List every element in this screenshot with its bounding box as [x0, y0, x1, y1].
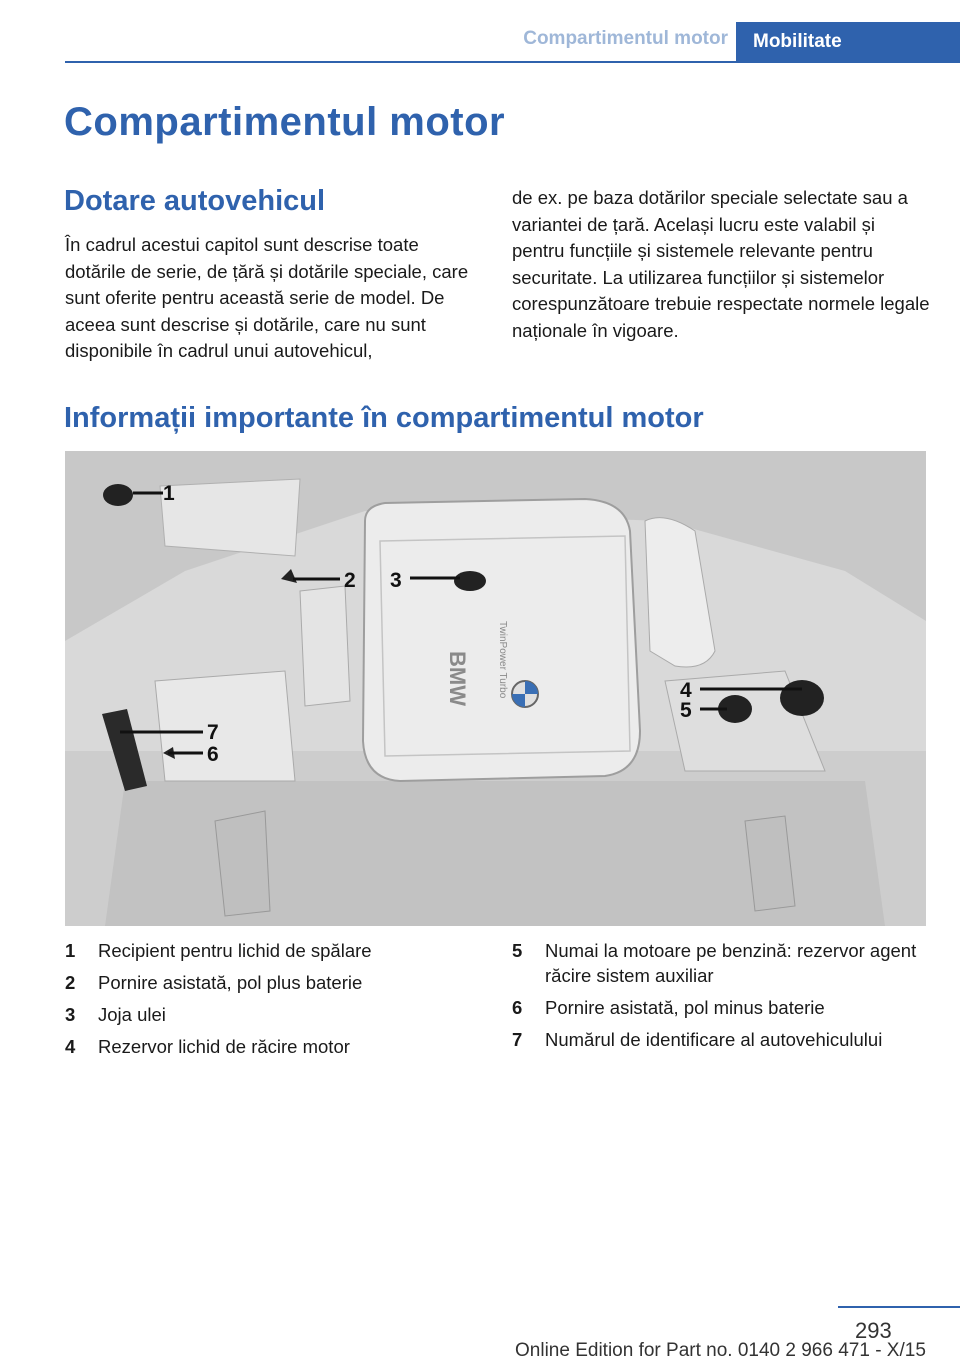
legend-num: 1	[65, 940, 76, 961]
legend-num: 3	[65, 1004, 76, 1025]
header-section-title: Compartimentul motor	[523, 28, 728, 49]
header-chapter-tab: Mobilitate	[736, 22, 960, 63]
intro-paragraph-col1: În cadrul acestui capitol sunt descrise toate dotările de serie, de țără și dotările speciale, care sunt oferite pentru această serie de model. De aceea sunt descrise și dotările, care nu sunt disponibile în cadrul unui autovehicul,	[65, 234, 469, 361]
legend-text: Numărul de identificare al autovehiculului	[545, 1029, 883, 1050]
legend-item	[512, 995, 932, 1020]
callout-2: 2	[344, 569, 356, 592]
legend-item	[65, 1034, 485, 1059]
legend-num: 4	[65, 1036, 76, 1057]
engine-cover-text: BMW	[445, 651, 470, 706]
legend-text: Pornire asistată, pol plus baterie	[98, 972, 363, 993]
section-heading-engine-info: Informații importante în compartimentul motor	[64, 402, 704, 434]
legend-num: 7	[512, 1029, 523, 1050]
legend-text: Recipient pentru lichid de spălare	[98, 940, 372, 961]
callout-1: 1	[163, 482, 175, 505]
legend-num: 2	[65, 972, 76, 993]
legend-text: Numai la motoare pe benzină: rezervor agent răcire sistem auxiliar	[545, 940, 917, 986]
callout-5: 5	[680, 699, 692, 722]
callout-7: 7	[207, 721, 219, 744]
legend-item	[512, 938, 932, 988]
legend-column-left	[65, 938, 485, 1066]
section-heading-equipment: Dotare autovehicul	[64, 185, 326, 217]
legend-text: Joja ulei	[98, 1004, 166, 1025]
engine-compartment-photo	[65, 451, 926, 926]
legend-text: Pornire asistată, pol minus baterie	[545, 997, 825, 1018]
callout-4: 4	[680, 679, 692, 702]
legend-num: 5	[512, 940, 523, 961]
legend-num: 6	[512, 997, 523, 1018]
page-title: Compartimentul motor	[64, 100, 506, 144]
intro-paragraph-col2: de ex. pe baza dotărilor speciale selectate sau a variantei de țară. Același lucru este valabil și pentru funcțiile și sistemele relevante pentru securitate. La utilizarea funcțiilor și sistemelor corespunzătoare trebuie respectate normele legale naționale în vigoare.	[512, 187, 930, 341]
legend-text: Rezervor lichid de răcire motor	[98, 1036, 350, 1057]
footer-rule	[838, 1306, 960, 1308]
callout-3: 3	[390, 569, 402, 592]
legend-column-right	[512, 938, 932, 1059]
legend-item	[512, 1027, 932, 1052]
edition-note: Online Edition for Part no. 0140 2 966 471 - X/15	[515, 1340, 926, 1361]
page-number: 293	[855, 1318, 892, 1343]
legend-item	[65, 938, 485, 963]
legend-item	[65, 1002, 485, 1027]
legend-item	[65, 970, 485, 995]
engine-cover-subtext: TwinPower Turbo	[497, 621, 508, 699]
callout-6: 6	[207, 743, 219, 766]
